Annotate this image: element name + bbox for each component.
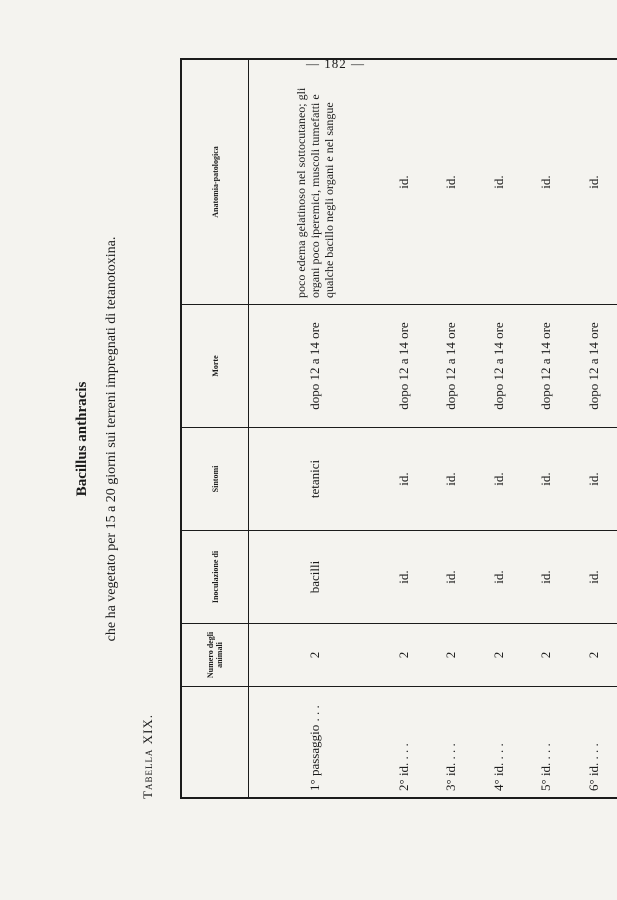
table-row [428,59,475,798]
table-row [249,59,381,798]
table-subtitle: che ha vegetato per 15 a 20 giorni sui terreni impregnati di tetanotoxina. [104,236,119,642]
animal-count-cell: 2 [475,624,522,687]
inoculation-cell: id. [475,531,522,624]
symptoms-cell: id. [569,428,617,531]
header-cell: Numero degli animali [181,624,249,687]
anatomy-cell: id. [381,59,428,305]
animal-count-cell: 2 [522,624,569,687]
rotated-table-block [74,79,617,799]
table-row [522,59,569,798]
death-cell: dopo 12 a 14 ore [428,305,475,428]
passage-cell: 1° passaggio . . . [249,687,381,799]
passage-cell: 6° id. . . . [569,687,617,799]
inoculation-cell: id. [428,531,475,624]
symptoms-cell: tetanici [249,428,381,531]
death-cell: dopo 12 a 14 ore [249,305,381,428]
anatomy-cell: id. [569,59,617,305]
death-cell: dopo 12 a 14 ore [522,305,569,428]
table-row [569,59,617,798]
inoculation-cell: id. [381,531,428,624]
death-cell: dopo 12 a 14 ore [381,305,428,428]
header-row [181,59,249,798]
table-caption [60,79,180,799]
table-title: Bacillus anthracis [74,381,90,497]
symptoms-cell: id. [522,428,569,531]
header-cell [181,687,249,799]
symptoms-cell: id. [475,428,522,531]
table-row [475,59,522,798]
header-cell: Sintomi [181,428,249,531]
anatomy-cell: poco edema gelatinoso nel sottocutaneo; gli organi poco iperemici, muscoli tumefatti e qualche bacillo negli organi e nel sangue [249,59,381,305]
symptoms-cell: id. [428,428,475,531]
data-table [180,58,617,799]
death-cell: dopo 12 a 14 ore [475,305,522,428]
anatomy-cell: id. [428,59,475,305]
passage-cell: 3° id. . . . [428,687,475,799]
header-cell: Morte [181,305,249,428]
table-row [381,59,428,798]
inoculation-cell: id. [522,531,569,624]
passage-cell: 4° id. . . . [475,687,522,799]
table-label: Tabella XIX. [140,713,155,799]
inoculation-cell: id. [569,531,617,624]
page-number: — 182 — [306,56,365,71]
anatomy-cell: id. [475,59,522,305]
header-cell: Anatomia-patologica [181,59,249,305]
animal-count-cell: 2 [249,624,381,687]
animal-count-cell: 2 [569,624,617,687]
header-cell: Inoculazione di [181,531,249,624]
anatomy-cell: id. [522,59,569,305]
animal-count-cell: 2 [381,624,428,687]
passage-cell: 2° id. . . . [381,687,428,799]
inoculation-cell: bacilli [249,531,381,624]
animal-count-cell: 2 [428,624,475,687]
death-cell: dopo 12 a 14 ore [569,305,617,428]
passage-cell: 5° id. . . . [522,687,569,799]
symptoms-cell: id. [381,428,428,531]
